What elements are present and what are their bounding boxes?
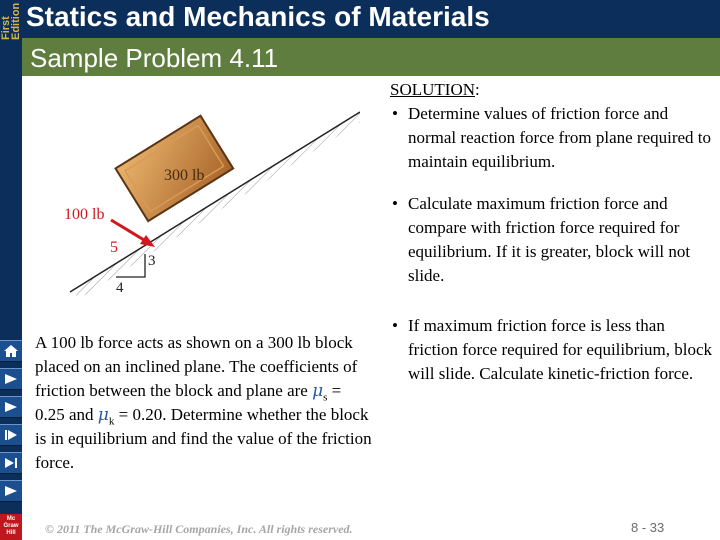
last-icon [3,455,19,471]
page-number: 8 - 33 [631,520,665,535]
mu-k-subscript: k [108,415,115,428]
exit-button[interactable] [0,480,22,502]
solution-bullet [390,102,715,174]
incline-figure [60,82,360,302]
page-title: Statics and Mechanics of Materials [26,1,490,32]
slide-navigation [0,340,22,508]
solution-heading-colon: : [475,80,480,99]
solution-bullet-text: Calculate maximum friction force and compare with friction force required for equilibrium. If it is greater, block will not slide. [408,194,691,285]
solution-bullet-text: Determine values of friction force and normal reaction force from plane required to maintain equilibrium. [408,104,712,171]
bullet-symbol: • [392,194,398,213]
bullet-symbol: • [392,104,398,123]
problem-statement [35,331,375,475]
title-bar [22,0,720,38]
subtitle-bar [22,38,720,76]
force-label: 100 lb [64,206,105,223]
back-button[interactable] [0,368,22,390]
mu-s-symbol: μ [312,381,324,401]
exit-icon [3,483,19,499]
first-icon [3,427,19,443]
copyright-notice: © 2011 The McGraw-Hill Companies, Inc. All rights reserved. [45,522,353,536]
edition-label: First Edition [0,2,22,40]
home-button[interactable] [0,340,22,362]
first-slide-button[interactable] [0,424,22,446]
last-slide-button[interactable] [0,452,22,474]
solution-bullet [390,192,715,288]
problem-text-1: A 100 lb force acts as shown on a 300 lb block placed on an inclined plane. The coefficients of friction between the block and plane are [35,333,358,400]
problem-text-2: = 0.20. Determine whether the block is in equilibrium and find the value of the friction force. [35,405,372,472]
solution-heading: SOLUTION [390,80,475,99]
slope-run-label: 4 [116,280,124,296]
solution-heading-row [390,78,715,102]
solution-bullet [390,314,715,386]
mu-k-symbol: μ [97,405,109,425]
slide-subtitle: Sample Problem 4.11 [30,43,279,73]
home-icon [3,343,19,359]
forward-icon [3,399,19,415]
forward-button[interactable] [0,396,22,418]
publisher-logo: Mc Graw Hill [0,514,22,540]
mu-s-value: = 0.25 and [35,381,342,424]
block-weight-label: 300 lb [164,167,205,184]
back-icon [3,371,19,387]
solution-panel [390,78,715,386]
mu-s-subscript: s [323,391,328,404]
solution-bullet-text: If maximum friction force is less than friction force required for equilibrium, block will slide. Calculate kinetic-friction force. [408,316,712,383]
slope-rise-label: 3 [148,253,156,269]
slope-hyp-label: 5 [110,239,118,256]
bullet-symbol: • [392,316,398,335]
